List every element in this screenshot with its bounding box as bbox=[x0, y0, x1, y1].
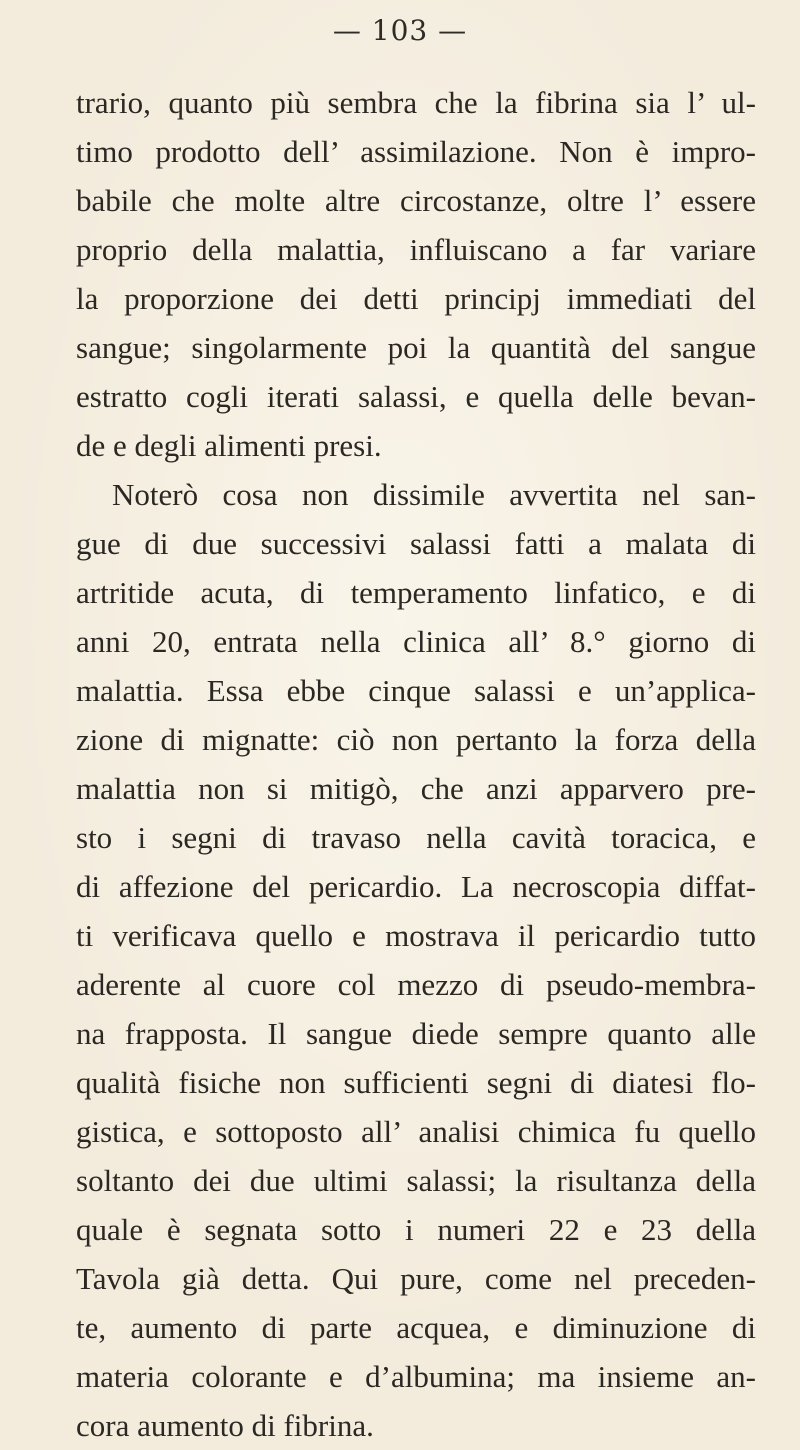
text-line: anni 20, entrata nella clinica all’ 8.° giorno di bbox=[76, 624, 756, 659]
text-line: sto i segni di travaso nella cavità toracica, e bbox=[76, 820, 756, 855]
text-line: malattia non si mitigò, che anzi apparvero pre- bbox=[76, 771, 756, 806]
body-text bbox=[76, 78, 756, 1450]
text-line: ti verificava quello e mostrava il pericardio tutto bbox=[76, 918, 756, 953]
text-line: sangue; singolarmente poi la quantità del sangue bbox=[76, 330, 756, 365]
text-line: Noterò cosa non dissimile avvertita nel san- bbox=[112, 477, 756, 512]
text-line: soltanto dei due ultimi salassi; la risultanza della bbox=[76, 1163, 756, 1198]
page-number: — 103 — bbox=[332, 14, 468, 47]
text-line: cora aumento di fibrina. bbox=[76, 1408, 374, 1443]
text-line: aderente al cuore col mezzo di pseudo-membra- bbox=[76, 967, 756, 1002]
text-line: proprio della malattia, influiscano a far variare bbox=[76, 232, 756, 267]
text-line: estratto cogli iterati salassi, e quella delle bevan- bbox=[76, 379, 756, 414]
text-line: malattia. Essa ebbe cinque salassi e un’applica- bbox=[76, 673, 756, 708]
text-line: gue di due successivi salassi fatti a malata di bbox=[76, 526, 756, 561]
text-line: timo prodotto dell’ assimilazione. Non è impro- bbox=[76, 134, 756, 169]
text-line: artritide acuta, di temperamento linfatico, e di bbox=[76, 575, 756, 610]
text-line: babile che molte altre circostanze, oltre l’ essere bbox=[76, 183, 756, 218]
text-line: trario, quanto più sembra che la fibrina sia l’ ul- bbox=[76, 85, 756, 120]
text-line: quale è segnata sotto i numeri 22 e 23 della bbox=[76, 1212, 756, 1247]
text-line: na frapposta. Il sangue diede sempre quanto alle bbox=[76, 1016, 756, 1051]
text-line: zione di mignatte: ciò non pertanto la forza della bbox=[76, 722, 756, 757]
text-line: qualità fisiche non sufficienti segni di diatesi flo- bbox=[76, 1065, 756, 1100]
text-line: Tavola già detta. Qui pure, come nel preceden- bbox=[76, 1261, 756, 1296]
text-line: te, aumento di parte acquea, e diminuzione di bbox=[76, 1310, 756, 1345]
text-line: gistica, e sottoposto all’ analisi chimica fu quello bbox=[76, 1114, 756, 1149]
text-line: materia colorante e d’albumina; ma insieme an- bbox=[76, 1359, 756, 1394]
text-line: de e degli alimenti presi. bbox=[76, 428, 382, 463]
text-line: la proporzione dei detti principj immediati del bbox=[76, 281, 756, 316]
text-line: di affezione del pericardio. La necroscopia diffat- bbox=[76, 869, 756, 904]
